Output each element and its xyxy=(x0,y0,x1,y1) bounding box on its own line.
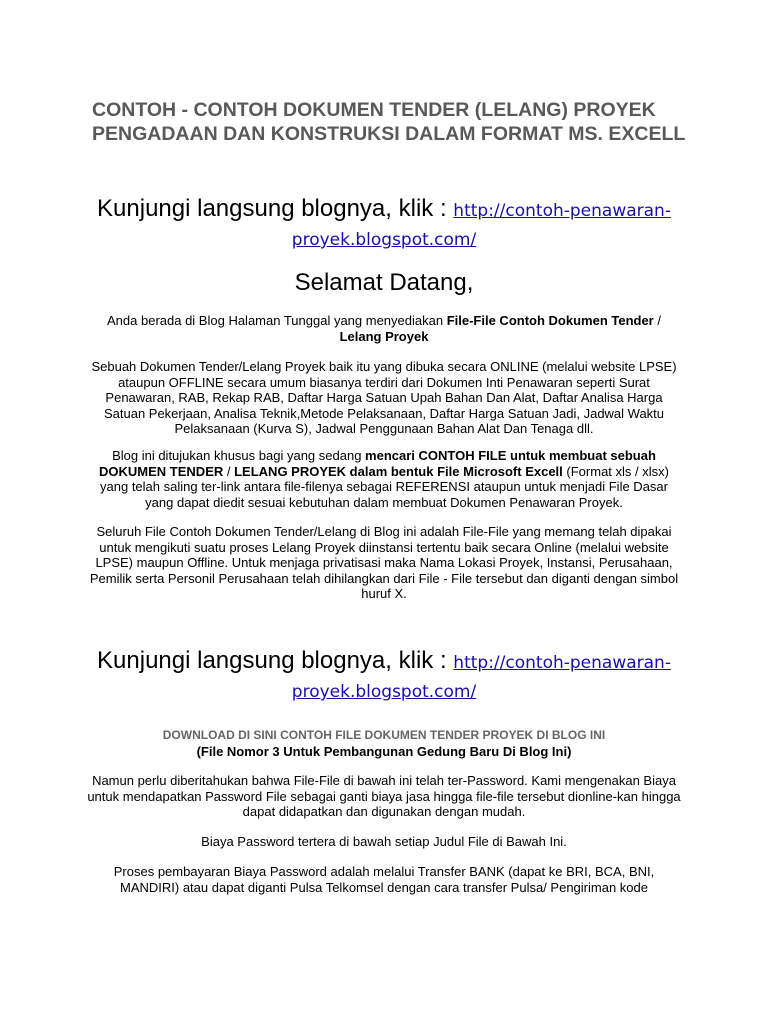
purpose-text-a: Blog ini ditujukan khusus bagi yang sedang xyxy=(112,448,366,463)
intro-bold-lelang: Lelang Proyek xyxy=(339,328,429,344)
privacy-paragraph: Seluruh File Contoh Dokumen Tender/Lelang di Blog ini adalah File-File yang memang telah dipakai untuk mengikuti suatu proses Lelang Proyek diinstansi tertentu baik secara Online (melalui website LPSE) maupun Offline. Untuk menjaga privatisasi maka Nama Lokasi Proyek, Instansi, Perusahaan, Pemilik serta Personil Perusahaan telah dihilangkan dari File - File tersebut dan diganti dengan simbol huruf X. xyxy=(89,524,679,602)
purpose-bold-b: LELANG PROYEK dalam bentuk File Microsoft Excell xyxy=(234,463,563,479)
download-heading[interactable]: DOWNLOAD DI SINI CONTOH FILE DOKUMEN TENDER PROYEK DI BLOG INI xyxy=(162,728,606,742)
download-subheading: (File Nomor 3 Untuk Pembangunan Gedung Baru Di Blog Ini) xyxy=(196,743,572,759)
purpose-bold-a: mencari CONTOH FILE untuk membuat sebuah DOKUMEN TENDER xyxy=(99,448,656,479)
blog-link-bottom[interactable]: http://contoh-penawaran-proyek.blogspot.com/ xyxy=(291,653,671,702)
description-paragraph: Sebuah Dokumen Tender/Lelang Proyek baik itu yang dibuka secara ONLINE (melalui website LPSE) ataupun OFFLINE secara umum biasanya terdiri dari Dokumen Inti Penawaran seperti Surat Penawaran, RAB, Rekap RAB, Daftar Harga Satuan Upah Bahan Dan Alat, Daftar Analisa Harga Satuan Pekerjaan, Analisa Teknik,Metode Pelaksanaan, Daftar Harga Satuan Jadi, Jadwal Waktu Pelaksanaan (Kurva S), Jadwal Penggunaan Bahan Alat Dan Tenaga dll. xyxy=(91,359,677,437)
purpose-paragraph xyxy=(86,448,682,510)
visit-blog-line-top xyxy=(60,194,708,255)
visit-blog-line-bottom xyxy=(60,646,708,707)
purpose-text-b: (Format xls / xlsx) yang telah saling ter-link antara file-filenya sebagai REFERENSI ataupun untuk menjadi File Dasar yang dapat diedit sesuai kebutuhan dalam membuat Dokumen Penawaran Proyek. xyxy=(100,463,669,510)
document-title: CONTOH - CONTOH DOKUMEN TENDER (LELANG) PROYEK PENGADAAN DAN KONSTRUKSI DALAM FORMAT MS. EXCELL xyxy=(92,99,686,145)
intro-bold-files: File-File Contoh Dokumen Tender xyxy=(446,313,654,328)
visit-lead-text-2: Kunjungi langsung blognya, klik : xyxy=(97,647,454,674)
password-price-paragraph: Biaya Password tertera di bawah setiap Judul File di Bawah Ini. xyxy=(201,834,567,849)
password-notice-paragraph: Namun perlu diberitahukan bahwa File-File di bawah ini telah ter-Password. Kami mengenakan Biaya untuk mendapatkan Password File sebagai ganti biaya jasa hingga file-file tersebut dionline-kan hingga dapat didapatkan dan digunakan dengan mudah. xyxy=(87,773,681,820)
payment-paragraph: Proses pembayaran Biaya Password adalah melalui Transfer BANK (dapat ke BRI, BCA, BNI, MANDIRI) atau dapat diganti Pulsa Telkomsel dengan cara transfer Pulsa/ Pengiriman kode xyxy=(113,864,655,895)
purpose-separator: / xyxy=(223,463,235,479)
welcome-heading: Selamat Datang, xyxy=(294,269,474,296)
intro-text: Anda berada di Blog Halaman Tunggal yang menyediakan xyxy=(107,313,447,328)
visit-lead-text: Kunjungi langsung blognya, klik : xyxy=(97,195,454,222)
intro-separator: / xyxy=(653,313,661,328)
intro-paragraph xyxy=(86,313,682,344)
download-heading-block xyxy=(86,728,682,759)
blog-link-top[interactable]: http://contoh-penawaran-proyek.blogspot.com/ xyxy=(291,201,671,250)
